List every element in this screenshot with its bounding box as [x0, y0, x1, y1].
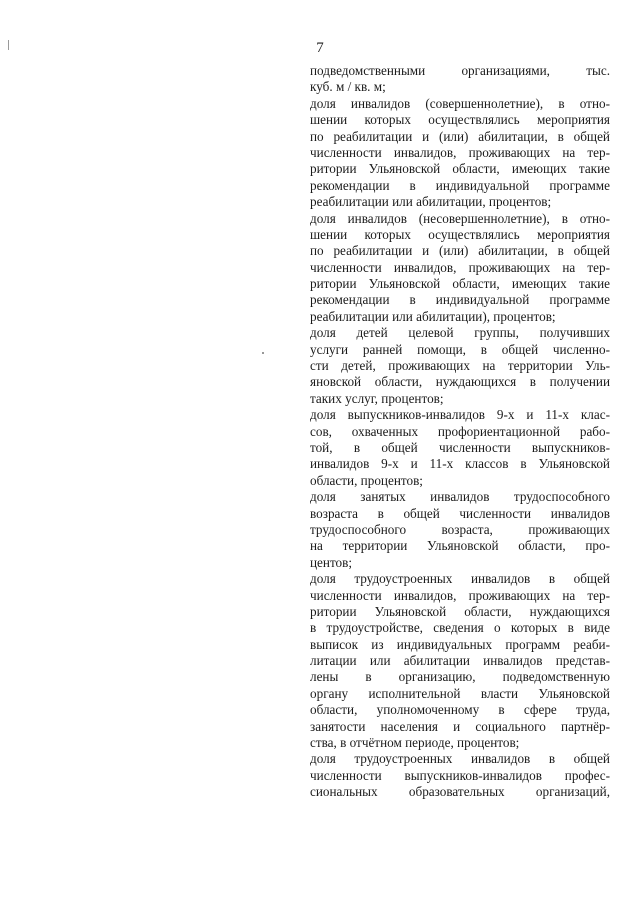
text-line: центов;	[310, 554, 353, 570]
text-line: на территории Ульяновской области, про-	[310, 538, 610, 554]
text-line: куб. м / кв. м;	[310, 79, 386, 95]
text-line: сов, охваченных профориентационной рабо-	[310, 423, 610, 439]
text-line: яновской области, нуждающихся в получении	[310, 374, 610, 390]
text-line: доля занятых инвалидов трудоспособного	[310, 489, 610, 505]
text-line: реабилитации или абилитации), процентов;	[310, 308, 556, 324]
text-line: по реабилитации и (или) абилитации, в общей	[310, 243, 610, 259]
text-line: выписок из индивидуальных программ реаби-	[310, 636, 610, 652]
text-line: ритории Ульяновской области, нуждающихся	[310, 603, 610, 619]
text-line: инвалидов 9-х и 11-х классов в Ульяновской	[310, 456, 610, 472]
text-line: возраста в общей численности инвалидов	[310, 505, 610, 521]
text-line: сти детей, проживающих на территории Уль-	[310, 358, 610, 374]
page-number: 7	[316, 40, 324, 56]
text-line: доля детей целевой группы, получивших	[310, 325, 610, 341]
text-line: литации или абилитации инвалидов представ-	[310, 653, 610, 669]
text-line: трудоспособного возраста, проживающих	[310, 521, 610, 537]
text-line: подведомственными организациями, тыс.	[310, 63, 610, 78]
text-line: рекомендации в индивидуальной программе	[310, 292, 610, 308]
text-line: ритории Ульяновской области, имеющих такие	[310, 161, 610, 177]
text-line: доля инвалидов (совершеннолетние), в отно-	[310, 95, 610, 111]
text-line: реабилитации или абилитации, процентов;	[310, 194, 552, 210]
text-line: ства, в отчётном периоде, процентов;	[310, 735, 520, 751]
text-line: численности инвалидов, проживающих на тер-	[310, 259, 610, 275]
text-line: области, процентов;	[310, 472, 423, 488]
text-line: органу исполнительной власти Ульяновской	[310, 685, 610, 701]
text-line: численности инвалидов, проживающих на тер-	[310, 587, 610, 603]
text-line: в трудоустройстве, сведения о которых в виде	[310, 620, 610, 636]
text-line: ритории Ульяновской области, имеющих такие	[310, 276, 610, 292]
text-line: шении которых осуществлялись мероприятия	[310, 112, 610, 128]
text-line: той, в общей численности выпускников-	[310, 439, 610, 455]
text-line: численности выпускников-инвалидов профес-	[310, 767, 610, 783]
text-line: численности инвалидов, проживающих на тер-	[310, 144, 610, 160]
text-line: шении которых осуществлялись мероприятия	[310, 226, 610, 242]
text-line: таких услуг, процентов;	[310, 390, 444, 406]
text-line: занятости населения и социального партнёр-	[310, 718, 610, 734]
text-line: доля трудоустроенных инвалидов в общей	[310, 571, 610, 587]
text-line: области, уполномоченному в сфере труда,	[310, 702, 610, 718]
text-line: доля инвалидов (несовершеннолетние), в отно-	[310, 210, 610, 226]
text-line: услуги ранней помощи, в общей численно-	[310, 341, 610, 357]
scan-artifact-speck	[262, 352, 264, 354]
text-line: рекомендации в индивидуальной программе	[310, 177, 610, 193]
text-line: доля трудоустроенных инвалидов в общей	[310, 751, 610, 767]
scan-artifact-mark	[8, 40, 9, 50]
text-line: доля выпускников-инвалидов 9-х и 11-х клас-	[310, 407, 610, 423]
text-line: лены в организацию, подведомственную	[310, 669, 610, 685]
text-line: сиональных образовательных организаций,	[310, 784, 610, 800]
text-line: по реабилитации и (или) абилитации, в общей	[310, 128, 610, 144]
body-text-column	[310, 63, 610, 801]
